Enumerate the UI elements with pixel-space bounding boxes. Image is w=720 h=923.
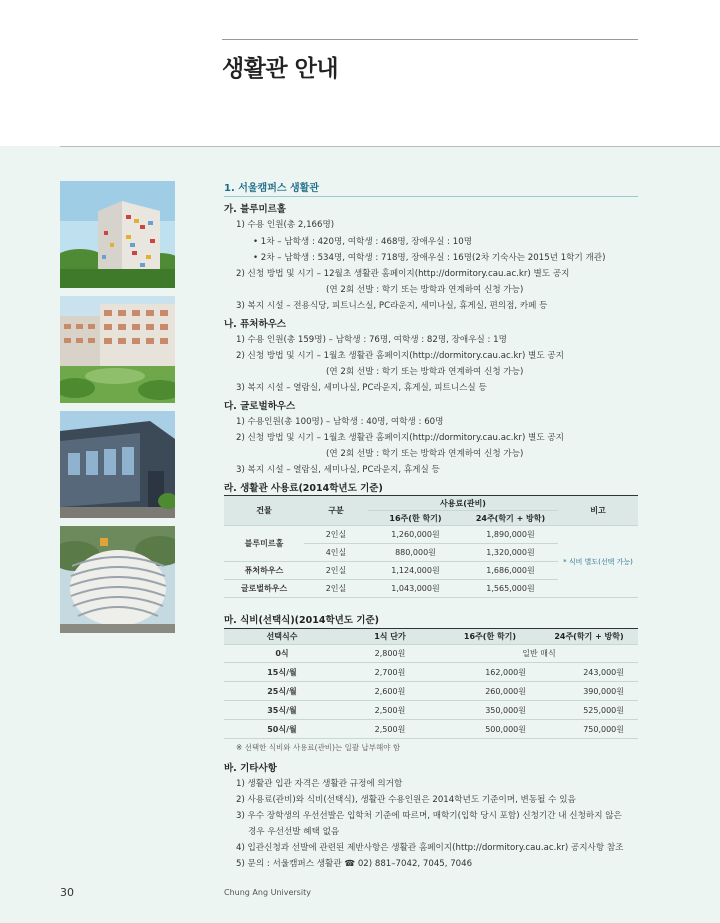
table-cell: 260,000원 bbox=[440, 682, 540, 701]
col-header: 구분 bbox=[304, 496, 368, 526]
table-note: * 식비 별도(선택 가능) bbox=[558, 526, 638, 598]
col-header: 1식 단가 bbox=[340, 629, 440, 645]
table-cell: 390,000원 bbox=[540, 682, 638, 701]
meal-table bbox=[224, 628, 638, 739]
text-line: (연 2회 선발 : 학기 또는 방학과 연계하여 신청 가능) bbox=[326, 367, 524, 377]
table-cell: 글로벌하우스 bbox=[224, 580, 304, 598]
round-building-photo bbox=[60, 526, 175, 633]
page-title: 생활관 안내 bbox=[222, 56, 339, 82]
table-cell: 1,686,000원 bbox=[463, 562, 558, 580]
table-cell: 880,000원 bbox=[368, 544, 463, 562]
table-cell: 2,800원 bbox=[340, 645, 440, 663]
table-cell: 2,700원 bbox=[340, 663, 440, 682]
text-line: 2) 신청 방법 및 시기 – 12월초 생활관 홈페이지(http://dormitory.cau.ac.kr) 별도 공지 bbox=[236, 269, 570, 279]
text-line: • 1차 – 남학생 : 420명, 여학생 : 468명, 장애우실 : 10명 bbox=[253, 237, 472, 247]
global-house-photo bbox=[60, 411, 175, 518]
table-cell: 2,500원 bbox=[340, 701, 440, 720]
table-cell: 500,000원 bbox=[440, 720, 540, 739]
table-cell: 2,600원 bbox=[340, 682, 440, 701]
table-cell: 1,320,000원 bbox=[463, 544, 558, 562]
text-line: 3) 우수 장학생의 우선선발은 입학처 기준에 따르며, 매학기(입학 당시 포함) 신청기간 내 신청하지 않은 bbox=[236, 811, 622, 821]
table-cell: 350,000원 bbox=[440, 701, 540, 720]
table-cell: 162,000원 bbox=[440, 663, 540, 682]
table-cell: 블루미르홀 bbox=[224, 526, 304, 562]
table-cell: 0식 bbox=[224, 645, 340, 663]
text-line: 1) 수용인원(총 100명) – 남학생 : 40명, 여학생 : 60명 bbox=[236, 417, 444, 427]
text-line: 3) 복지 시설 – 전용식당, 피트니스실, PC라운지, 세미나실, 휴게실, 편의점, 카페 등 bbox=[236, 301, 548, 311]
table-cell: 2인실 bbox=[304, 562, 368, 580]
text-line: 3) 복지 시설 – 열람실, 세미나실, PC라운지, 휴게실, 피트니스실 등 bbox=[236, 383, 487, 393]
table-cell: 750,000원 bbox=[540, 720, 638, 739]
table-cell: 일반 매식 bbox=[440, 645, 638, 663]
meal-footnote: ※ 선택한 식비와 사용료(관비)는 일괄 납부해야 함 bbox=[236, 743, 401, 752]
heading-meal-table: 마. 식비(선택식)(2014학년도 기준) bbox=[224, 615, 379, 626]
text-line: (연 2회 선발 : 학기 또는 방학과 연계하여 신청 가능) bbox=[326, 285, 524, 295]
col-header: 건물 bbox=[224, 496, 304, 526]
table-cell: 1,124,000원 bbox=[368, 562, 463, 580]
page-header bbox=[0, 0, 720, 146]
text-line: 2) 신청 방법 및 시기 – 1월초 생활관 홈페이지(http://dormitory.cau.ac.kr) 별도 공지 bbox=[236, 433, 564, 443]
fee-table bbox=[224, 495, 638, 598]
heading-blumir-hall: 가. 블루미르홀 bbox=[224, 204, 286, 215]
table-cell: 1,260,000원 bbox=[368, 526, 463, 544]
text-line: 3) 복지 시설 – 열람실, 세미나실, PC라운지, 휴게실 등 bbox=[236, 465, 440, 475]
text-line: 경우 우선선발 혜택 없음 bbox=[248, 827, 340, 837]
text-line: 1) 생활관 입관 자격은 생활관 규정에 의거함 bbox=[236, 779, 403, 789]
heading-global-house: 다. 글로벌하우스 bbox=[224, 401, 296, 412]
text-line: 2) 사용료(관비)와 식비(선택식), 생활관 수용인원은 2014학년도 기준이며, 변동될 수 있음 bbox=[236, 795, 576, 805]
col-header: 24주(학기 + 방학) bbox=[463, 511, 558, 526]
heading-other: 바. 기타사항 bbox=[224, 763, 277, 774]
text-line: • 2차 – 남학생 : 534명, 여학생 : 718명, 장애우실 : 16명(2차 기숙사는 2015년 1학기 개관) bbox=[253, 253, 606, 263]
section-rule bbox=[224, 196, 638, 197]
table-cell: 2인실 bbox=[304, 580, 368, 598]
table-cell: 50식/월 bbox=[224, 720, 340, 739]
table-cell: 15식/월 bbox=[224, 663, 340, 682]
band-rule bbox=[60, 146, 720, 147]
col-header: 24주(학기 + 방학) bbox=[540, 629, 638, 645]
top-rule bbox=[222, 39, 638, 40]
text-line: 1) 수용 인원(총 2,166명) bbox=[236, 220, 335, 230]
page-number: 30 bbox=[60, 886, 74, 899]
section-heading: 1. 서울캠퍼스 생활관 bbox=[224, 183, 319, 194]
text-line: 2) 신청 방법 및 시기 – 1월초 생활관 홈페이지(http://dormitory.cau.ac.kr) 별도 공지 bbox=[236, 351, 564, 361]
table-cell: 243,000원 bbox=[540, 663, 638, 682]
table-cell: 525,000원 bbox=[540, 701, 638, 720]
table-cell: 2,500원 bbox=[340, 720, 440, 739]
table-cell: 2인실 bbox=[304, 526, 368, 544]
table-cell: 1,890,000원 bbox=[463, 526, 558, 544]
table-cell: 1,565,000원 bbox=[463, 580, 558, 598]
table-cell: 1,043,000원 bbox=[368, 580, 463, 598]
col-header: 선택식수 bbox=[224, 629, 340, 645]
table-cell: 25식/월 bbox=[224, 682, 340, 701]
heading-fee-table: 라. 생활관 사용료(2014학년도 기준) bbox=[224, 483, 383, 494]
col-header: 사용료(관비) bbox=[368, 496, 558, 511]
future-house-photo bbox=[60, 296, 175, 403]
text-line: (연 2회 선발 : 학기 또는 방학과 연계하여 신청 가능) bbox=[326, 449, 524, 459]
blumir-hall-photo bbox=[60, 181, 175, 288]
table-cell: 4인실 bbox=[304, 544, 368, 562]
table-cell: 35식/월 bbox=[224, 701, 340, 720]
table-cell: 퓨처하우스 bbox=[224, 562, 304, 580]
text-line: 5) 문의 : 서울캠퍼스 생활관 ☎ 02) 881–7042, 7045, 7046 bbox=[236, 859, 473, 869]
footer-publisher: Chung Ang University bbox=[224, 888, 311, 897]
text-line: 4) 입관신청과 선발에 관련된 제반사항은 생활관 홈페이지(http://dormitory.cau.ac.kr) 공지사항 참조 bbox=[236, 843, 624, 853]
col-header: 비고 bbox=[558, 496, 638, 526]
text-line: 1) 수용 인원(총 159명) – 남학생 : 76명, 여학생 : 82명, 장애우실 : 1명 bbox=[236, 335, 507, 345]
col-header: 16주(한 학기) bbox=[440, 629, 540, 645]
heading-future-house: 나. 퓨처하우스 bbox=[224, 319, 286, 330]
col-header: 16주(한 학기) bbox=[368, 511, 463, 526]
